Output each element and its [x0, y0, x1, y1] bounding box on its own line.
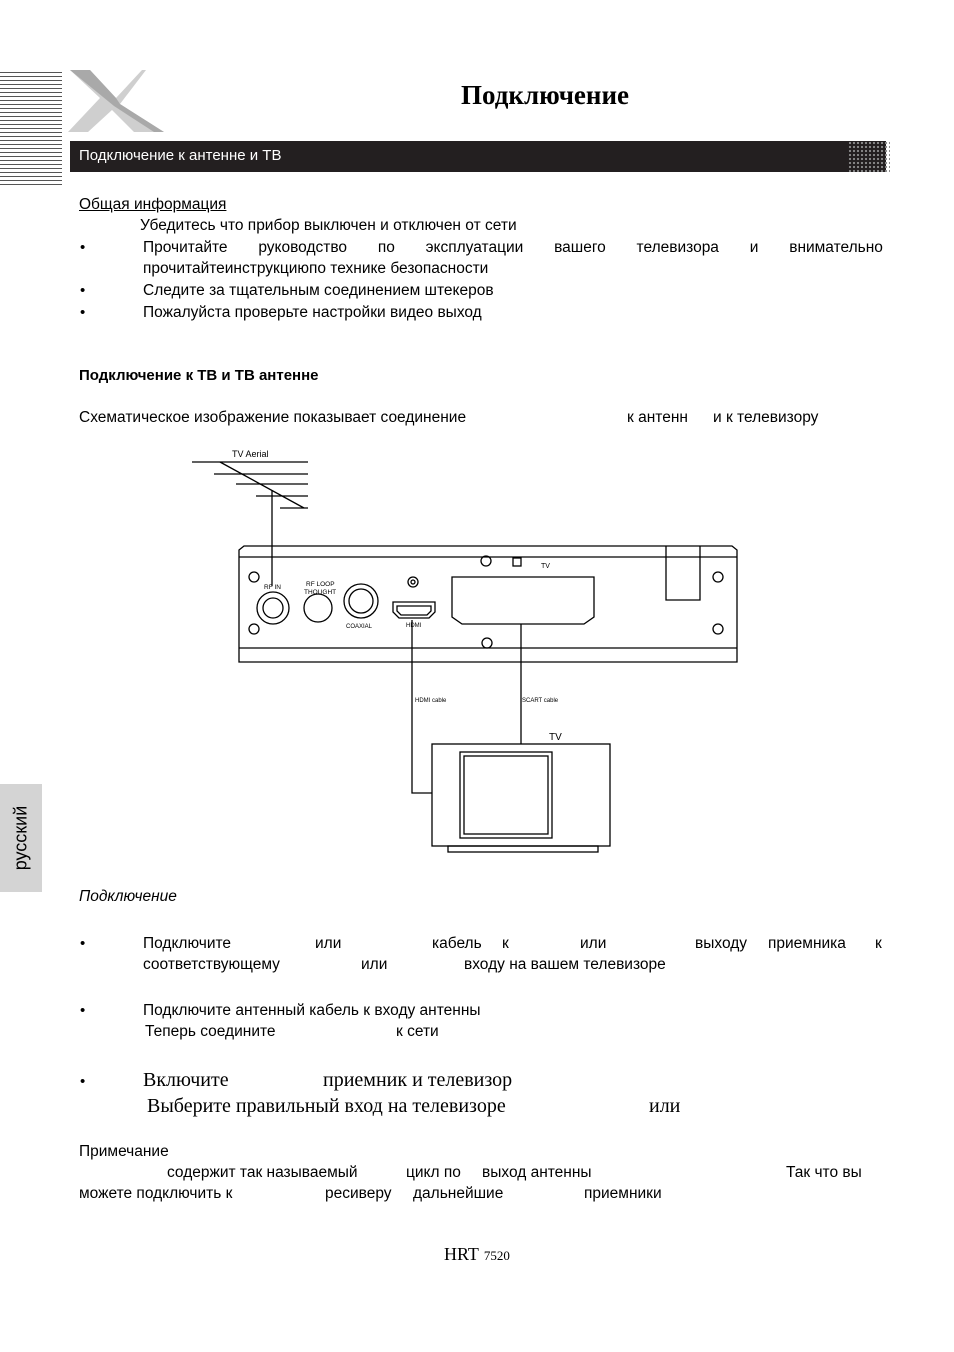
note-text: можете подключить к — [79, 1185, 233, 1202]
steps-heading: Подключение — [79, 888, 177, 905]
bullet-3: Пожалуйста проверьте настройки видео выход — [143, 304, 482, 321]
step-1-line-1: Подключите или кабель к или выходу приемника к — [143, 935, 882, 952]
step-2-line-2a: Теперь соедините — [145, 1023, 276, 1040]
tv-label: TV — [549, 732, 562, 743]
step-3-line-2a: Выберите правильный вход на телевизоре — [147, 1095, 506, 1117]
rf-in-port — [257, 592, 289, 624]
connection-heading: Подключение к ТВ и ТВ антенне — [79, 367, 319, 384]
rf-loop-label-2: THOUGHT — [304, 589, 337, 596]
intro-text-b: к антенн — [627, 409, 688, 426]
footer-model: HRT 7520 — [444, 1244, 510, 1264]
section-bar-title: Подключение к антенне и ТВ — [79, 147, 282, 164]
step-2-line-2b: к сети — [396, 1023, 439, 1040]
language-tab-label: русский — [10, 805, 31, 871]
page-title: Подключение — [461, 80, 629, 110]
intro-text-a: Схематическое изображение показывает соединение — [79, 409, 467, 426]
note-text: цикл по — [406, 1164, 461, 1181]
bullet-icon: • — [80, 935, 86, 952]
note-text: содержит так называемый — [167, 1164, 358, 1181]
step-3-line-1a: Включите — [143, 1069, 229, 1091]
general-line: Убедитесь что прибор выключен и отключен от сети — [140, 217, 517, 234]
general-heading: Общая информация — [79, 196, 227, 213]
bullet-icon: • — [80, 1073, 86, 1090]
hdmi-cable — [412, 620, 432, 793]
rf-in-label: RF IN — [264, 584, 281, 591]
scart-cable-label: SCART cable — [522, 698, 559, 704]
receiver-body — [239, 546, 737, 662]
aerial-boom — [220, 462, 304, 508]
bullet-icon: • — [80, 1002, 86, 1019]
step-3-line-1b: приемник и телевизор — [323, 1069, 513, 1091]
bullet-icon: • — [80, 282, 86, 299]
note-heading: Примечание — [79, 1143, 169, 1160]
rf-loop-label: RF LOOP — [306, 581, 335, 588]
bullet-1-line-2: прочитайтеинструкциюпо технике безопасности — [143, 260, 489, 277]
hdmi-cable-label: HDMI cable — [415, 698, 447, 704]
connection-diagram — [180, 440, 760, 860]
aerial-label: TV Aerial — [232, 449, 269, 459]
bar-dot-pattern — [848, 141, 890, 172]
step-3-line-2b: или — [649, 1095, 681, 1117]
note-text: ресиверу — [325, 1185, 392, 1202]
note-text: Так что вы — [786, 1164, 862, 1181]
bullet-2: Следите за тщательным соединением штекеров — [143, 282, 494, 299]
step-2-line-1: Подключите антенный кабель к входу антенны — [143, 1002, 481, 1019]
bullet-icon: • — [80, 239, 86, 256]
tv-body — [432, 744, 610, 846]
coaxial-label: COAXIAL — [346, 624, 373, 630]
intro-text-c: и к телевизору — [713, 409, 819, 426]
hdmi-label: HDMI — [406, 623, 422, 629]
bullet-1-line-1: Прочитайте руководство по эксплуатации вашего телевизора и внимательно — [143, 239, 883, 256]
rf-loop-port — [304, 594, 332, 622]
scart-port — [452, 577, 594, 624]
note-text: выход антенны — [482, 1164, 592, 1181]
receiver-tab — [666, 546, 700, 600]
bullet-icon: • — [80, 304, 86, 321]
tv-screen — [460, 752, 552, 838]
note-text: дальнейшие — [413, 1185, 504, 1202]
note-text: приемники — [584, 1185, 662, 1202]
tv-port-label: TV — [541, 563, 550, 570]
step-1-line-2: соответствующему или входу на вашем телевизоре — [143, 956, 666, 973]
